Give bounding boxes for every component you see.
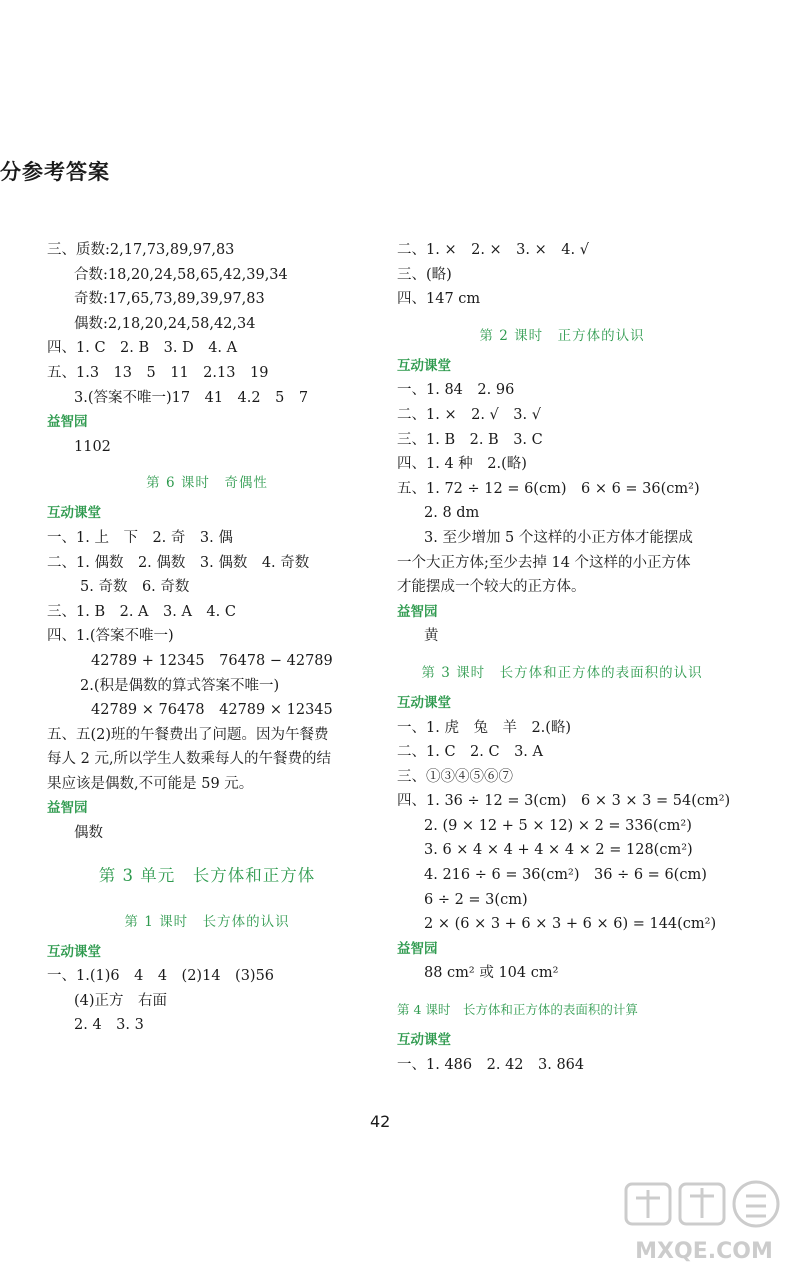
section-label-yizhiyuan: 益智园 [47,414,88,431]
answer-line: 三、质数:2,17,73,89,97,83 [47,242,235,258]
watermark-logo [622,1178,787,1268]
lesson-heading: 第 1 课时 长方体的认识 [124,913,290,930]
answer-line: 奇数:17,65,73,89,39,97,83 [74,291,265,308]
answer-line: 3. 至少增加 5 个这样的小正方体才能摆成 [424,529,693,546]
unit-heading: 第 3 单元 长方体和正方体 [98,865,316,885]
answer-line: 才能摆成一个较大的正方体。 [397,579,586,596]
answer-line: 二、1. 偶数 2. 偶数 3. 偶数 4. 奇数 [47,554,310,571]
answer-line: 三、①③④⑤⑥⑦ [397,768,513,785]
answer-line: 四、1. C 2. B 3. D 4. A [47,340,238,357]
answer-line: 五、五(2)班的午餐费出了问题。因为午餐费 [47,726,329,743]
answer-line: 合数:18,20,24,58,65,42,39,34 [74,266,288,283]
answer-line: 3.(答案不唯一)17 41 4.2 5 7 [74,389,309,406]
right-column [397,238,731,1077]
answer-line: 一、1. 84 2. 96 [397,382,515,399]
section-label-hudong: 互动课堂 [397,694,451,711]
page-title: 分参考答案 [0,160,110,184]
lesson-heading: 第 3 课时 长方体和正方体的表面积的认识 [421,664,703,681]
answer-line: 2.(积是偶数的算式答案不唯一) [80,677,280,694]
section-label-yizhiyuan: 益智园 [397,603,438,620]
answer-line: 1102 [74,438,111,455]
answer-line: 一、1. 虎 兔 羊 2.(略) [397,719,572,736]
answer-line: 6 ÷ 2 = 3(cm) [424,891,528,908]
answer-line: 果应该是偶数,不可能是 59 元。 [47,775,254,792]
answer-line: 2. (9 × 12 + 5 × 12) × 2 = 336(cm²) [424,817,692,834]
answer-line: 四、147 cm [397,291,481,308]
watermark-url: MXQE.COM [635,1239,773,1264]
answer-line: 42789 + 12345 76478 − 42789 [91,652,333,669]
answer-line: 二、1. × 2. × 3. × 4. √ [397,242,589,258]
answer-line: 黄 [424,628,439,645]
section-label-yizhiyuan: 益智园 [47,800,88,817]
answer-line: 三、1. B 2. B 3. C [397,431,543,448]
answer-line: 二、1. × 2. √ 3. √ [397,406,541,423]
answer-line: 4. 216 ÷ 6 = 36(cm²) 36 ÷ 6 = 6(cm) [424,867,707,884]
watermark-emblem [626,1182,778,1226]
page-number: 42 [370,1112,391,1131]
answer-line: 3. 6 × 4 × 4 + 4 × 4 × 2 = 128(cm²) [424,842,693,859]
left-column [47,238,367,1038]
answer-line: 88 cm² 或 104 cm² [424,965,559,982]
answer-line: 三、(略) [397,266,452,283]
answer-line: 五、1.3 13 5 11 2.13 19 [47,364,269,381]
answer-line: 三、1. B 2. A 3. A 4. C [47,603,236,620]
answer-line: 四、1. 36 ÷ 12 = 3(cm) 6 × 3 × 3 = 54(cm²) [397,793,731,810]
answer-line: 二、1. C 2. C 3. A [397,744,543,761]
lesson-heading: 第 6 课时 奇偶性 [146,475,268,492]
answer-line: 一、1. 486 2. 42 3. 864 [397,1056,585,1073]
section-label-hudong: 互动课堂 [397,357,451,374]
lesson-heading: 第 2 课时 正方体的认识 [479,327,645,344]
answer-line: 2. 8 dm [424,505,480,522]
answer-line: 5. 奇数 6. 奇数 [80,579,190,596]
answer-line: 四、1.(答案不唯一) [47,628,174,645]
answer-line: 2 × (6 × 3 + 6 × 3 + 6 × 6) = 144(cm²) [424,916,717,933]
section-label-hudong: 互动课堂 [47,505,101,522]
answer-line: (4)正方 右面 [74,992,168,1009]
answer-line: 2. 4 3. 3 [74,1017,144,1034]
answer-line: 一个大正方体;至少去掉 14 个这样的小正方体 [397,554,691,571]
answer-line: 每人 2 元,所以学生人数乘每人的午餐费的结 [47,751,332,768]
answer-line: 偶数 [74,825,103,842]
lesson-heading: 第 4 课时 长方体和正方体的表面积的计算 [397,1002,638,1018]
answer-line: 42789 × 76478 42789 × 12345 [91,702,333,719]
answer-line: 四、1. 4 种 2.(略) [397,456,527,473]
answer-line: 一、1.(1)6 4 4 (2)14 (3)56 [47,968,275,985]
section-label-hudong: 互动课堂 [47,943,101,960]
answer-line: 偶数:2,18,20,24,58,42,34 [74,315,256,332]
answer-line: 五、1. 72 ÷ 12 = 6(cm) 6 × 6 = 36(cm²) [397,480,700,497]
answer-line: 一、1. 上 下 2. 奇 3. 偶 [47,529,233,546]
section-label-yizhiyuan: 益智园 [397,940,438,957]
section-label-hudong: 互动课堂 [397,1032,451,1049]
